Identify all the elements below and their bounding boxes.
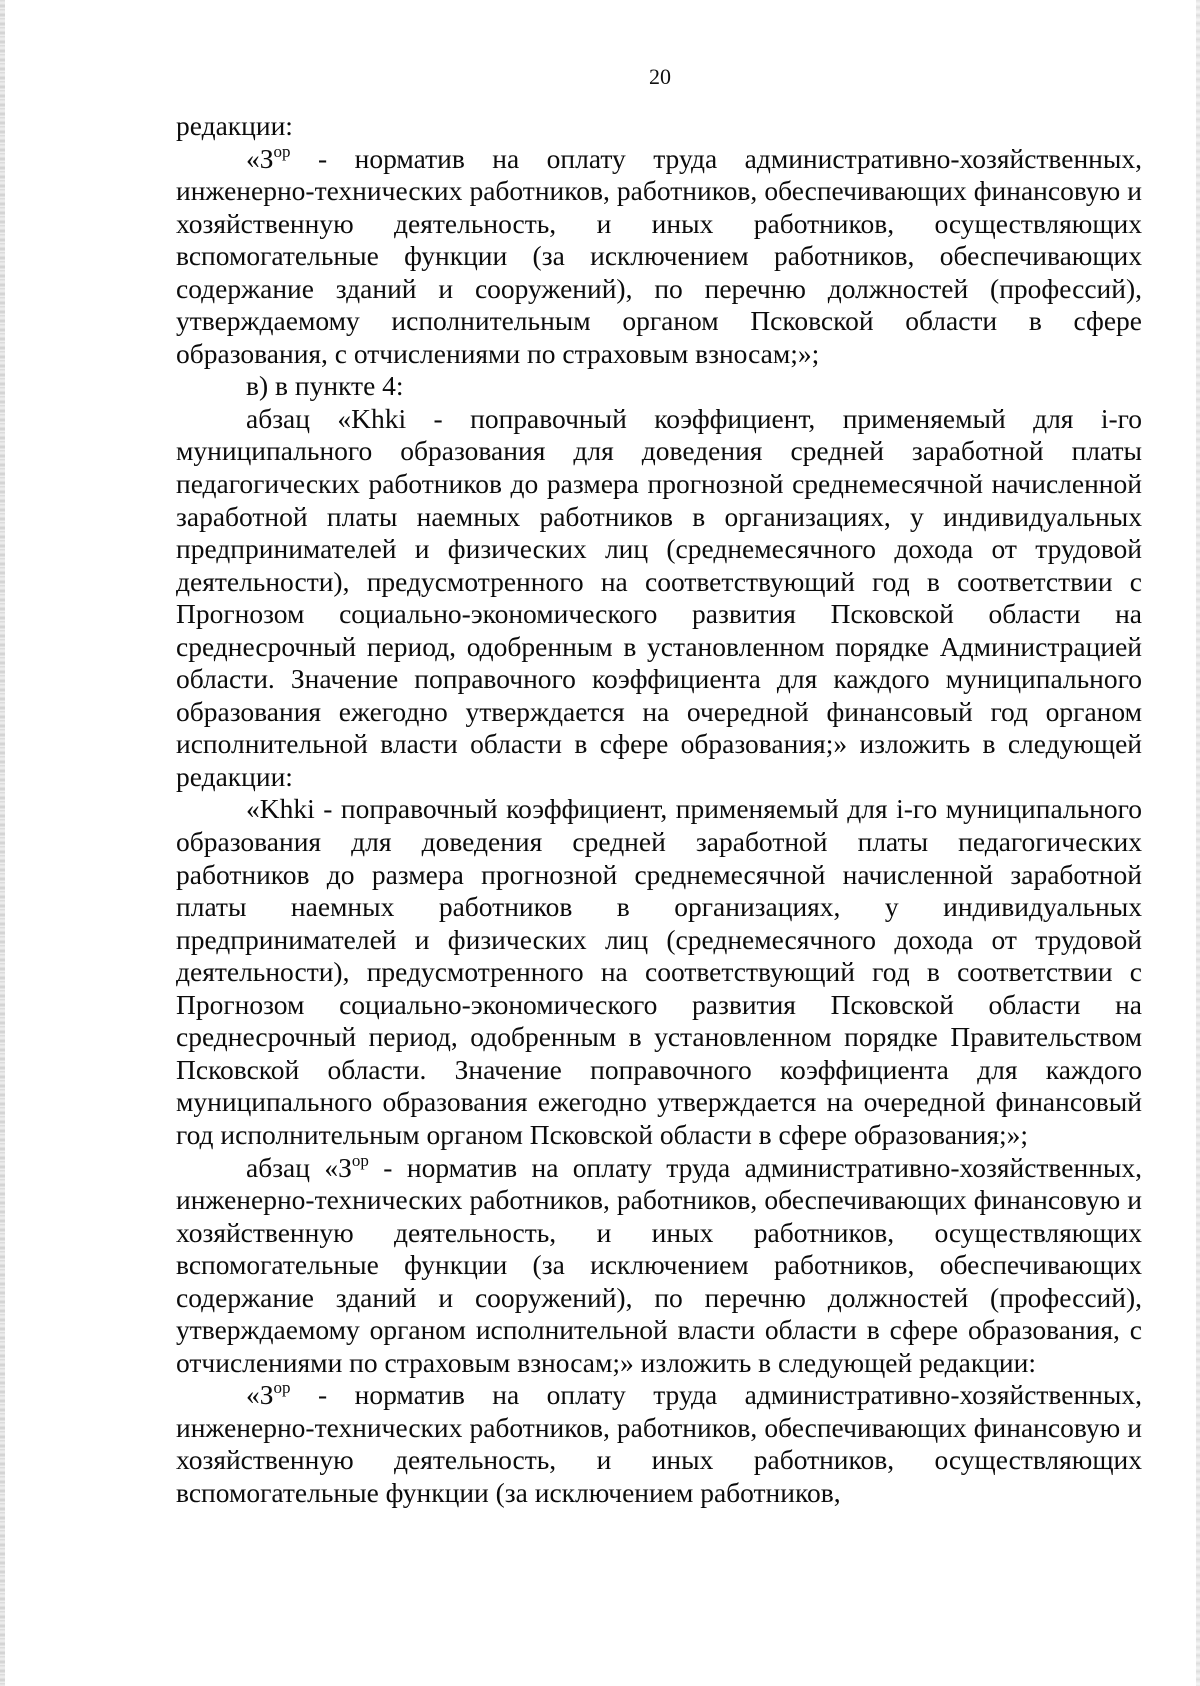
- paragraph-lead: «З: [246, 1379, 274, 1411]
- page-number: 20: [649, 64, 671, 89]
- scan-left-edge: [0, 0, 5, 1686]
- paragraph-khki-new: [176, 793, 1142, 1151]
- paragraph-text: редакции:: [176, 110, 293, 141]
- document-body: [176, 110, 1142, 1510]
- scan-right-edge: [1196, 0, 1200, 1686]
- superscript: ор: [351, 1150, 369, 1170]
- paragraph-khki-old: [176, 403, 1142, 794]
- paragraph-lead: абзац «З: [246, 1151, 352, 1183]
- paragraph-text: абзац «Khki - поправочный коэффициент, применяемый для i-го муниципального образования для доведения средней заработной платы педагогических работников до размера прогнозной среднемесячной начисленной заработной платы наемных работников в организациях, у индивидуальных предпринимателей и физических лиц (среднемесячного дохода от трудовой деятельности), предусмотренного на соответствующий год в соответствии с Прогнозом социально-экономического развития Псковской области на среднесрочный период, одобренным в установленном порядке Администрацией области. Значение поправочного коэффициента для каждого муниципального образования ежегодно утверждается на очередной финансовый год органом исполнительной власти области в сфере образования;» изложить в следующей редакции:: [176, 402, 1142, 792]
- paragraph-lead: «З: [246, 142, 274, 174]
- paragraph-text: - норматив на оплату труда административно-хозяйственных, инженерно-технических работников, работников, обеспечивающих финансовую и хозяйственную деятельность, и иных работников, осуществляющих вспомогательные функции (за исключением работников,: [176, 1379, 1142, 1508]
- paragraph-subitem-v: [176, 370, 1142, 403]
- paragraph-norm-definition: [176, 143, 1142, 371]
- paragraph-text: в) в пункте 4:: [246, 370, 404, 402]
- paragraph-text: - норматив на оплату труда административно-хозяйственных, инженерно-технических работников, работников, обеспечивающих финансовую и хозяйственную деятельность, и иных работников, осуществляющих вспомогательные функции (за исключением работников, обеспечивающих содержание зданий и сооружений), по перечню должностей (профессий), утверждаемому органом исполнительной власти области в сфере образования, с отчислениями по страховым взносам;» изложить в следующей редакции:: [176, 1151, 1142, 1378]
- superscript: ор: [273, 1378, 291, 1398]
- paragraph-norm-old: [176, 1152, 1142, 1380]
- paragraph-continuation: [176, 110, 1142, 143]
- superscript: ор: [273, 141, 291, 161]
- paragraph-text: - норматив на оплату труда административно-хозяйственных, инженерно-технических работников, работников, обеспечивающих финансовую и хозяйственную деятельность, и иных работников, осуществляющих вспомогательные функции (за исключением работников, обеспечивающих содержание зданий и сооружений), по перечню должностей (профессий), утверждаемому исполнительным органом Псковской области в сфере образования, с отчислениями по страховым взносам;»;: [176, 142, 1142, 369]
- paragraph-text: «Khki - поправочный коэффициент, применяемый для i-го муниципального образования для доведения средней заработной платы педагогических работников до размера прогнозной среднемесячной начисленной заработной платы наемных работников в организациях, у индивидуальных предпринимателей и физических лиц (среднемесячного дохода от трудовой деятельности), предусмотренного на соответствующий год в соответствии с Прогнозом социально-экономического развития Псковской области на среднесрочный период, одобренным в установленном порядке Правительством Псковской области. Значение поправочного коэффициента для каждого муниципального образования ежегодно утверждается на очередной финансовый год исполнительным органом Псковской области в сфере образования;»;: [176, 793, 1142, 1150]
- paragraph-norm-new: [176, 1379, 1142, 1509]
